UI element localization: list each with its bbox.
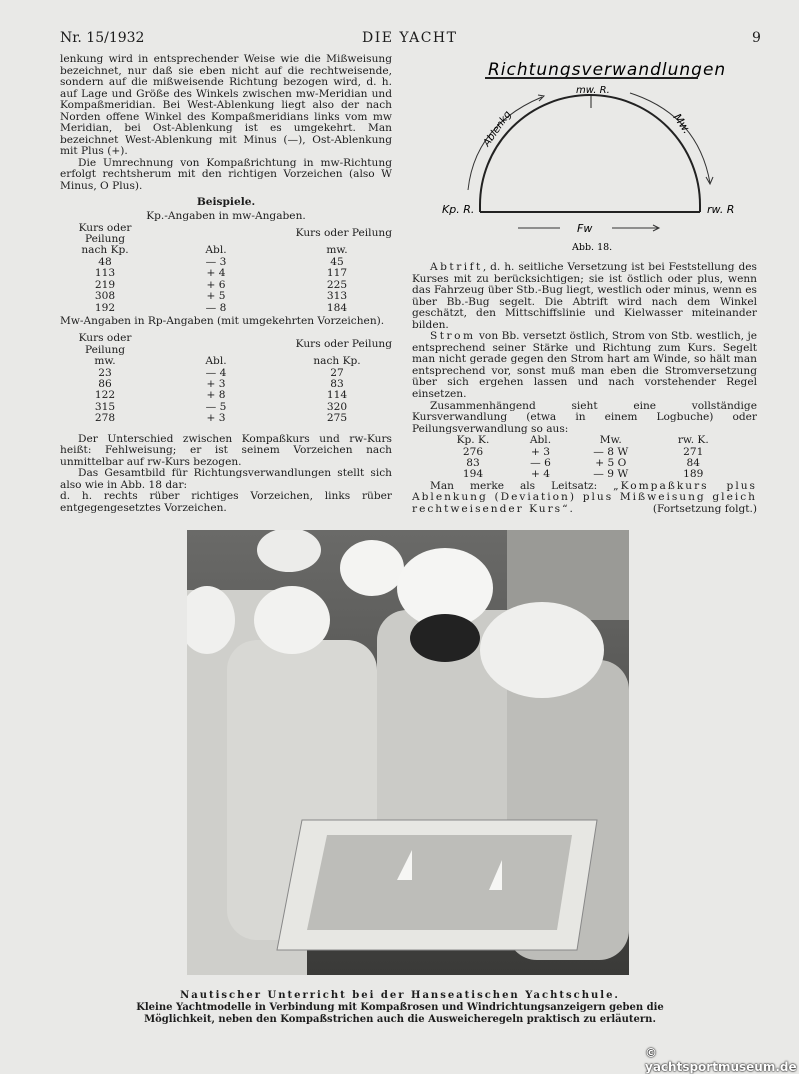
table-cell: 276 <box>462 445 484 458</box>
issue-number: Nr. 15/1932 <box>60 30 145 46</box>
table-row <box>60 291 392 302</box>
fw-label: Fw <box>577 222 593 235</box>
table-header: mw. <box>94 355 116 368</box>
table3 <box>432 435 732 481</box>
table-cell: — 3 <box>205 255 227 268</box>
summary-paragraph: Zusammenhängend sieht eine vollständige Kursverwandlung (etwa in einem Logbuche) oder Peilungsverwandlung so aus: <box>412 399 757 435</box>
table-cell: 219 <box>94 278 116 291</box>
intro-paragraph: lenkung wird in entsprechender Weise wie die Mißweisung bezeichnet, nur daß sie eben nicht auf die rechtweisende, sondern auf die mißweisende Richtung bezogen wird, d. h. auf Lage und Größe des Winkels zwischen mw-Meridian und Kompaßmeridian. Bei West-Ablenkung liegt also der nach Norden offene Winkel des Kompaßmeridians links vom mw Meridian, bei Ost-Ablenkung ist es umgekehrt. Man bezeichnet West-Ablenkung mit Minus (—), Ost-Ablenkung mit Plus (+). <box>60 53 392 158</box>
photo-caption-title: Nautischer Unterricht bei der Hanseatischen Yachtschule. <box>180 990 620 1001</box>
table-cell: + 3 <box>206 378 226 391</box>
table-header: Abl. <box>205 244 227 257</box>
table-cell: — 6 <box>530 457 551 470</box>
examples-heading: Beispiele. <box>196 195 256 208</box>
table-cell: 194 <box>462 468 484 481</box>
table-row <box>60 268 392 279</box>
table-cell: 86 <box>98 378 112 391</box>
table-cell: 225 <box>326 278 348 291</box>
table-cell: — 9 W <box>593 468 629 481</box>
photo-nautical-lesson <box>187 530 629 975</box>
table-cell: — 8 W <box>593 445 629 458</box>
table-cell: 83 <box>330 378 344 391</box>
table-cell: 308 <box>94 290 116 303</box>
ablenkung-label: Ablenkg <box>481 109 514 149</box>
table-header: Kurs oder Peilung <box>295 338 392 351</box>
table-row <box>60 413 392 424</box>
motto: „Kompaßkurs plus Ablenkung (Deviation) plus Mißweisung gleich rechtweisender Kurs“. <box>412 479 757 515</box>
table-cell: + 4 <box>530 468 550 481</box>
table-cell: 45 <box>330 255 344 268</box>
table-cell: + 5 <box>206 290 226 303</box>
table-header: nach Kp. <box>313 355 361 368</box>
table1-title: Kp.-Angaben in mw-Angaben. <box>146 210 306 223</box>
right-column <box>412 262 757 515</box>
table-header: Kp. K. <box>456 434 490 447</box>
table-cell: — 8 <box>205 301 227 314</box>
table-cell: — 5 <box>205 400 227 413</box>
table-cell: + 3 <box>206 412 226 425</box>
table-cell: 313 <box>326 290 348 303</box>
table-cell: 83 <box>466 457 480 470</box>
table-cell: + 4 <box>206 267 226 280</box>
table-cell: 48 <box>98 255 112 268</box>
table-cell: 117 <box>326 267 348 280</box>
table-cell: 84 <box>686 457 701 470</box>
table-header: Abl. <box>529 434 552 447</box>
table-cell: 113 <box>94 267 116 280</box>
table-cell: + 3 <box>530 445 550 458</box>
missweisung-arrow <box>630 93 710 183</box>
table2 <box>60 333 392 424</box>
table-header: mw. <box>326 244 348 257</box>
table-header: Abl. <box>205 355 227 368</box>
figure-caption: Abb. 18. <box>572 242 613 253</box>
table-header: Kurs oder Peilung <box>295 227 392 240</box>
table-cell: 189 <box>683 468 704 481</box>
direction-diagram <box>430 55 770 255</box>
table-header: rw. K. <box>677 434 709 447</box>
watermark: © yachtsportmuseum.de <box>645 1046 797 1074</box>
table-cell: 275 <box>326 412 348 425</box>
table-cell: 122 <box>94 389 116 402</box>
table-cell: + 5 O <box>595 457 627 470</box>
table-cell: 315 <box>94 400 116 413</box>
table-cell: 192 <box>94 301 116 314</box>
abtrift-word: Abtrift <box>430 261 483 273</box>
table-cell: 184 <box>326 301 348 314</box>
table-header: Kurs oder Peilung <box>78 221 132 246</box>
strom-paragraph: von Bb. versetzt östlich, Strom von Stb. westlich, je entsprechend seiner Stärke und Richtung zum Kurs. Segelt man nicht gerade gegen den Strom hart am Winde, so hält man entsprechend vor, sonst muß man eben die Stromversetzung über sich ergehen lassen und nach vorstehender Regel einsetzen. <box>412 330 757 401</box>
conversion-paragraph: Die Umrechnung von Kompaßrichtung in mw-Richtung erfolgt rechtsherum mit den richtigen Vorzeichen (also W Minus, O Plus). <box>60 156 392 193</box>
rule-paragraph: d. h. rechts rüber richtiges Vorzeichen, links rüber entgegengesetztes Vorzeichen. <box>60 490 392 514</box>
table-cell: 278 <box>94 412 116 425</box>
table-cell: 114 <box>326 389 348 402</box>
strom-word: Strom <box>430 330 476 343</box>
mw-r-label: mw. R. <box>576 85 610 96</box>
abtrift-paragraph: , d. h. seitliche Versetzung ist bei Feststellung des Kurses mit zu berücksichtigen; sie ist östlich oder plus, wenn das Fahrzeug über Stb.-Bug liegt, westlich oder minus, wenn es über Bb.-Bug segelt. Die Abtrift wird nach dem Winkel geschätzt, den Mittschiffslinie und Kielwasser miteinander bilden. <box>412 261 757 331</box>
table-cell: + 6 <box>206 278 226 291</box>
table-header: Mw. <box>599 434 622 447</box>
table-cell: 271 <box>683 445 704 458</box>
motto-intro: Man merke als Leitsatz: <box>430 479 614 492</box>
table-row <box>60 303 392 314</box>
table-cell: 320 <box>326 400 348 413</box>
diagram-title: Richtungsverwandlungen <box>488 60 727 80</box>
magazine-title: DIE YACHT <box>362 30 458 46</box>
left-column <box>60 54 392 515</box>
table-header: nach Kp. <box>81 244 129 257</box>
kp-r-label: Kp. R. <box>442 203 475 216</box>
difference-paragraph: Der Unterschied zwischen Kompaßkurs und rw-Kurs heißt: Fehlweisung; er ist seinem Vorzeichen nach unmittelbar auf rw-Kurs bezogen. <box>60 432 392 468</box>
table-cell: + 8 <box>206 389 226 402</box>
table-cell: 27 <box>330 366 344 379</box>
table-cell: — 4 <box>205 366 227 379</box>
table-header: Kurs oder Peilung <box>78 332 132 356</box>
photo-caption-text: Kleine Yachtmodelle in Verbindung mit Kompaßrosen und Windrichtungsanzeigern geben die Möglichkeit, neben den Kompaßstrichen auch die Ausweicheregeln praktisch zu erläutern. <box>136 1002 664 1025</box>
table-cell: 23 <box>98 366 112 379</box>
table1 <box>60 223 392 314</box>
continued-note: (Fortsetzung folgt.) <box>652 502 757 515</box>
table2-title: Mw-Angaben in Rp-Angaben (mit umgekehrten Vorzeichen). <box>60 314 385 327</box>
overall-paragraph: Das Gesamtbild für Richtungsverwandlungen stellt sich also wie in Abb. 18 dar: <box>60 467 392 491</box>
rw-r-label: rw. R <box>707 203 735 216</box>
mw-label: Mw. <box>670 111 694 137</box>
page-number: 9 <box>752 30 761 46</box>
